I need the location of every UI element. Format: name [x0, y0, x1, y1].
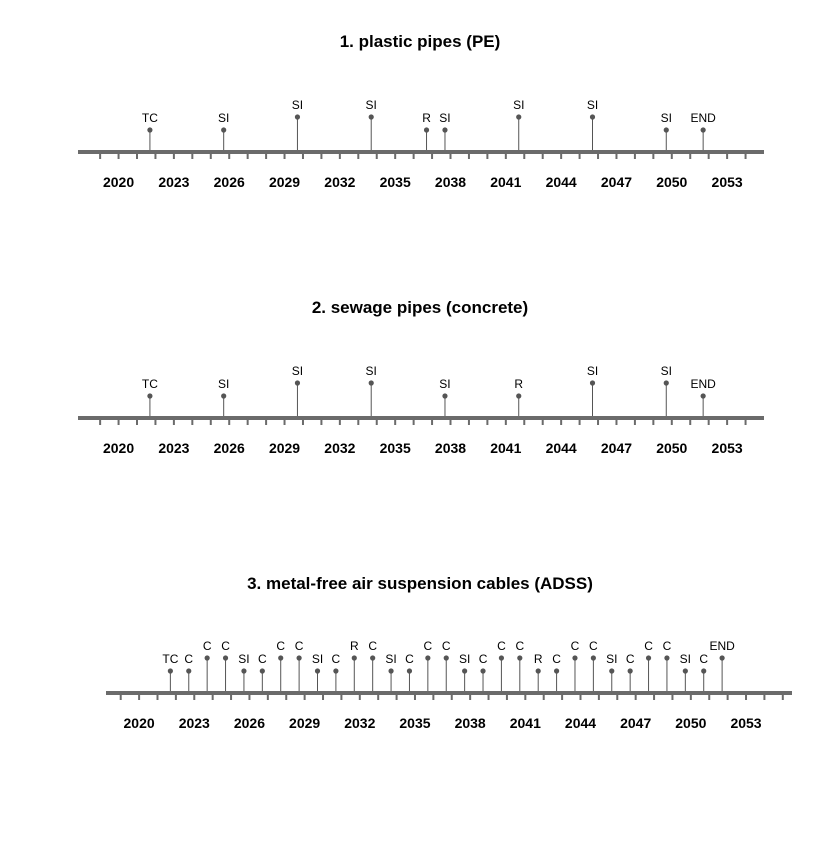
event-point: [241, 668, 246, 673]
tick-label-2026: 2026: [213, 174, 245, 190]
event-marker: [142, 377, 158, 416]
event-point: [352, 655, 357, 660]
tick-label-2032: 2032: [324, 440, 356, 456]
tick-label-2050: 2050: [656, 174, 688, 190]
event-point: [701, 127, 706, 132]
event-marker: [385, 652, 396, 691]
timeline-panel-3: [106, 574, 792, 731]
timeline-panel-2: [78, 298, 764, 456]
event-label: SI: [458, 652, 471, 666]
tick-label-2029: 2029: [289, 715, 321, 731]
event-point: [554, 668, 559, 673]
event-point: [480, 668, 485, 673]
event-label: SI: [439, 377, 451, 391]
tick-label-2050: 2050: [656, 440, 688, 456]
event-point: [369, 114, 374, 119]
event-label: C: [478, 652, 488, 666]
event-marker: [292, 98, 303, 150]
event-marker: [405, 652, 414, 691]
event-marker: [238, 652, 249, 691]
event-label: R: [514, 377, 524, 391]
event-marker: [534, 652, 543, 691]
event-marker: [459, 652, 470, 691]
event-marker: [626, 652, 635, 691]
event-marker: [422, 111, 431, 150]
event-point: [297, 655, 302, 660]
event-point: [517, 655, 522, 660]
tick-label-2047: 2047: [620, 715, 652, 731]
event-marker: [350, 639, 359, 691]
event-label: END: [690, 377, 716, 391]
event-point: [370, 655, 375, 660]
event-point: [609, 668, 614, 673]
event-marker: [515, 639, 524, 691]
event-label: C: [515, 639, 525, 653]
panel-title: 1. plastic pipes (PE): [339, 32, 501, 51]
event-point: [664, 380, 669, 385]
event-label: TC: [141, 377, 158, 391]
event-marker: [332, 652, 341, 691]
event-point: [295, 114, 300, 119]
event-label: C: [423, 639, 433, 653]
tick-label-2047: 2047: [600, 440, 633, 456]
event-point: [462, 668, 467, 673]
tick-label-2041: 2041: [490, 174, 522, 190]
event-point: [147, 393, 152, 398]
tick-label-2023: 2023: [178, 715, 210, 731]
tick-label-2041: 2041: [490, 440, 522, 456]
event-point: [628, 668, 633, 673]
event-marker: [439, 111, 450, 150]
tick-label-2023: 2023: [158, 440, 190, 456]
event-marker: [587, 98, 598, 150]
event-marker: [442, 639, 451, 691]
event-marker: [424, 639, 433, 691]
tick-label-2032: 2032: [344, 715, 376, 731]
event-label: SI: [660, 364, 672, 378]
event-label: C: [294, 639, 304, 653]
event-point: [646, 655, 651, 660]
event-marker: [587, 364, 598, 416]
event-marker: [514, 377, 523, 416]
event-label: C: [368, 639, 378, 653]
event-marker: [218, 111, 229, 150]
event-point: [295, 380, 300, 385]
tick-label-2029: 2029: [268, 174, 301, 190]
event-marker: [663, 639, 672, 691]
event-label: C: [276, 639, 286, 653]
event-label: SI: [218, 377, 230, 391]
event-point: [315, 668, 320, 673]
event-marker: [479, 652, 488, 691]
event-label: SI: [365, 364, 377, 378]
event-marker: [644, 639, 653, 691]
event-point: [147, 127, 152, 132]
tick-label-2044: 2044: [564, 715, 597, 731]
tick-label-2041: 2041: [509, 715, 541, 731]
event-label: C: [441, 639, 451, 653]
event-label: C: [644, 639, 653, 653]
event-label: SI: [586, 98, 599, 112]
event-label: SI: [679, 652, 692, 666]
tick-label-2032: 2032: [324, 174, 356, 190]
event-marker: [680, 652, 691, 691]
event-point: [223, 655, 228, 660]
event-label: C: [221, 639, 230, 653]
event-label: C: [405, 652, 414, 666]
tick-label-2023: 2023: [158, 174, 190, 190]
tick-label-2035: 2035: [379, 174, 411, 190]
event-label: END: [690, 111, 716, 125]
panel-title: 3. metal-free air suspension cables (ADSS): [247, 574, 593, 593]
event-marker: [552, 652, 561, 691]
event-marker: [439, 377, 450, 416]
event-marker: [295, 639, 304, 691]
event-point: [186, 668, 191, 673]
event-marker: [497, 639, 506, 691]
event-marker: [292, 364, 303, 416]
event-point: [333, 668, 338, 673]
tick-label-2020: 2020: [102, 440, 135, 456]
event-point: [444, 655, 449, 660]
event-label: C: [202, 639, 212, 653]
event-marker: [258, 652, 267, 691]
event-label: C: [331, 652, 341, 666]
event-marker: [513, 98, 524, 150]
event-label: SI: [238, 652, 250, 666]
event-point: [425, 655, 430, 660]
event-point: [683, 668, 688, 673]
event-marker: [699, 652, 708, 691]
event-label: SI: [586, 364, 599, 378]
event-marker: [312, 652, 323, 691]
event-marker: [709, 639, 735, 691]
event-point: [536, 668, 541, 673]
tick-label-2026: 2026: [233, 715, 266, 731]
event-label: SI: [439, 111, 451, 125]
timeline-panel-1: [78, 32, 764, 190]
event-marker: [366, 98, 377, 150]
event-marker: [368, 639, 377, 691]
event-marker: [690, 377, 716, 416]
event-label: C: [184, 652, 194, 666]
tick-label-2035: 2035: [379, 440, 411, 456]
tick-label-2044: 2044: [545, 174, 577, 190]
event-marker: [184, 652, 193, 691]
event-label: C: [589, 639, 598, 653]
tick-label-2020: 2020: [123, 715, 155, 731]
event-point: [516, 393, 521, 398]
event-point: [590, 114, 595, 119]
event-point: [221, 127, 226, 132]
tick-label-2050: 2050: [675, 715, 707, 731]
event-marker: [589, 639, 598, 691]
event-point: [369, 380, 374, 385]
event-marker: [221, 639, 230, 691]
event-label: SI: [291, 364, 304, 378]
event-marker: [661, 364, 672, 416]
event-point: [701, 393, 706, 398]
event-label: SI: [311, 652, 324, 666]
event-marker: [142, 111, 158, 150]
event-marker: [276, 639, 285, 691]
event-label: R: [533, 652, 543, 666]
event-label: C: [625, 652, 635, 666]
event-point: [664, 127, 669, 132]
event-point: [221, 393, 226, 398]
tick-label-2053: 2053: [711, 174, 743, 190]
event-label: SI: [291, 98, 304, 112]
event-label: R: [422, 111, 431, 125]
tick-label-2038: 2038: [454, 715, 486, 731]
panel-title: 2. sewage pipes (concrete): [311, 298, 529, 317]
event-marker: [690, 111, 716, 150]
event-point: [664, 655, 669, 660]
event-label: TC: [162, 652, 179, 666]
event-marker: [218, 377, 229, 416]
tick-label-2026: 2026: [213, 440, 245, 456]
event-point: [388, 668, 393, 673]
event-point: [701, 668, 706, 673]
event-label: END: [709, 639, 735, 653]
tick-label-2044: 2044: [545, 440, 577, 456]
event-label: SI: [606, 652, 618, 666]
event-marker: [203, 639, 212, 691]
event-point: [590, 380, 595, 385]
event-label: C: [497, 639, 506, 653]
tick-label-2053: 2053: [711, 440, 743, 456]
event-point: [442, 393, 447, 398]
event-point: [499, 655, 504, 660]
event-point: [516, 114, 521, 119]
event-point: [442, 127, 447, 132]
event-label: SI: [660, 111, 672, 125]
event-marker: [661, 111, 672, 150]
event-label: SI: [365, 98, 377, 112]
event-point: [278, 655, 283, 660]
event-marker: [606, 652, 617, 691]
tick-label-2047: 2047: [600, 174, 633, 190]
event-marker: [571, 639, 580, 691]
event-point: [720, 655, 725, 660]
event-label: SI: [385, 652, 397, 666]
event-marker: [162, 652, 178, 691]
event-point: [205, 655, 210, 660]
tick-label-2035: 2035: [399, 715, 431, 731]
tick-label-2029: 2029: [268, 440, 301, 456]
event-marker: [366, 364, 377, 416]
event-label: C: [570, 639, 580, 653]
event-point: [407, 668, 412, 673]
event-label: C: [257, 652, 267, 666]
event-label: SI: [218, 111, 230, 125]
event-point: [591, 655, 596, 660]
event-label: C: [699, 652, 709, 666]
event-label: SI: [513, 98, 525, 112]
event-point: [424, 127, 429, 132]
event-point: [260, 668, 265, 673]
event-label: C: [662, 639, 672, 653]
tick-label-2038: 2038: [434, 440, 467, 456]
tick-label-2020: 2020: [102, 174, 135, 190]
event-label: R: [349, 639, 359, 653]
event-point: [572, 655, 577, 660]
event-point: [168, 668, 173, 673]
tick-label-2038: 2038: [434, 174, 467, 190]
event-label: C: [552, 652, 561, 666]
tick-label-2053: 2053: [730, 715, 762, 731]
event-label: TC: [141, 111, 158, 125]
